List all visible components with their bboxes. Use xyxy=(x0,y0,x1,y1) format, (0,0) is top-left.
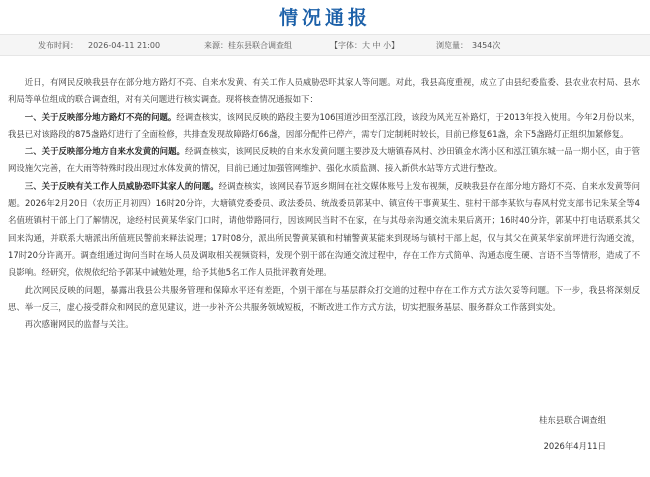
views-count: 3454次 xyxy=(472,41,501,50)
section-1-text: 经调查核实，该网民反映的路段主要为106国道沙田至泓江段，该段为风光互补路灯，于2013年投入使用。今年2月份以来，我县已对该路段的875盏路灯进行了全面检修，共排查发现故障路灯66盏，因部分配件已停产，需专门定制耗时较长，目前已修复61盏，余下5盏路灯正组织加紧修复。 xyxy=(8,111,641,139)
signature-date: 2026年4月11日 xyxy=(543,441,606,451)
publish-time-value: 2026-04-11 21:00 xyxy=(88,41,161,50)
section-2-heading: 二、关于反映部分地方自来水发黄的问题。 xyxy=(24,146,185,157)
font-medium-button[interactable]: 中 xyxy=(372,41,381,50)
section-3-text: 经调查核实，该网民春节返乡期间在社交媒体账号上发布视频，反映我县存在部分地方路灯不亮、自来水发黄等问题。2026年2月20日（农历正月初四）16时20分许，大塘镇党委委员、政法委员、统战委员郭某中、镇宣传干事黄某生、驻村干部李某钦与春风村党支部书记朱某全等4名值班镇村干部上门了解情况，途经村民黄某华家门口时，请他带路同行，因该网民当时不在家，在与其母亲沟通交流未果后离开；16时40分许，郭某中打电话联系其父回来沟通，并联系大塘派出所值班民警前来释法说理；17时08分，派出所民警黄某镇和村辅警黄某能来到现场与镇村干部上起，仅与其父在黄某华家前坪进行沟通交流，17时20分许离开。调查组通过询问当时在场人员及调取相关视频资料，发现个别干部在沟通交流过程中，存在工作方式简单、沟通态度生硬、言语不当等情形，造成了不良影响。经研究，依规依纪给予郭某中诫勉处理，给予其他5名工作人员批评教育处理。 xyxy=(8,180,641,278)
font-size-switcher xyxy=(330,40,399,51)
section-3-heading: 三、关于反映有关工作人员威胁恐吓其家人的问题。 xyxy=(24,180,219,191)
article-body xyxy=(8,74,640,333)
signature-org: 桂东县联合调查组 xyxy=(539,415,606,425)
font-size-bracket: 】 xyxy=(391,41,400,50)
section-2-paragraph xyxy=(8,143,640,178)
font-large-button[interactable]: 大 xyxy=(362,41,370,50)
section-1-heading: 一、关于反映部分地方路灯不亮的问题。 xyxy=(24,111,177,122)
section-2-text: 经调查核实，该网民反映的自来水发黄问题主要涉及大塘镇春风村、沙田镇金水湾小区和泓江镇东城一品一期小区，由于管网设施欠完善，在大雨等特殊时段出现过水体发黄的情况，目前已通过加强管网维护、强化水质监测、接入新供水站等方式进行整改。 xyxy=(8,146,641,174)
section-3-paragraph xyxy=(8,178,640,282)
views-label: 浏览量： xyxy=(436,41,468,50)
section-1-paragraph xyxy=(8,109,640,144)
source-label: 来源： xyxy=(204,41,228,50)
intro-paragraph: 近日，有网民反映我县存在部分地方路灯不亮、自来水发黄、有关工作人员威胁恐吓其家人等问题。对此，我县高度重视，成立了由县纪委监委、县农业农村局、县水利局等单位组成的联合调查组，对有关问题进行核实调查。现将核查情况通报如下： xyxy=(8,77,640,105)
article-meta-bar xyxy=(0,34,650,56)
publish-time xyxy=(38,40,160,51)
page-title: 情况通报 xyxy=(278,7,371,29)
thanks-paragraph: 再次感谢网民的监督与关注。 xyxy=(24,319,134,330)
conclusion-paragraph: 此次网民反映的问题，暴露出我县公共服务管理和保障水平还有差距，个别干部在与基层群众打交道的过程中存在工作方式方法欠妥等问题。下一步，我县将深刻反思、举一反三，虚心接受群众和网民的意见建议，进一步补齐公共服务领域短板，不断改进工作方式方法，切实把服务基层、服务群众工作落到实处。 xyxy=(8,284,640,312)
source-value: 桂东县联合调查组 xyxy=(228,41,292,50)
font-small-button[interactable]: 小 xyxy=(383,41,392,50)
source xyxy=(204,40,292,51)
publish-time-label: 发布时间： xyxy=(38,41,78,50)
font-size-label: 【字体： xyxy=(330,41,362,50)
views xyxy=(436,40,500,51)
